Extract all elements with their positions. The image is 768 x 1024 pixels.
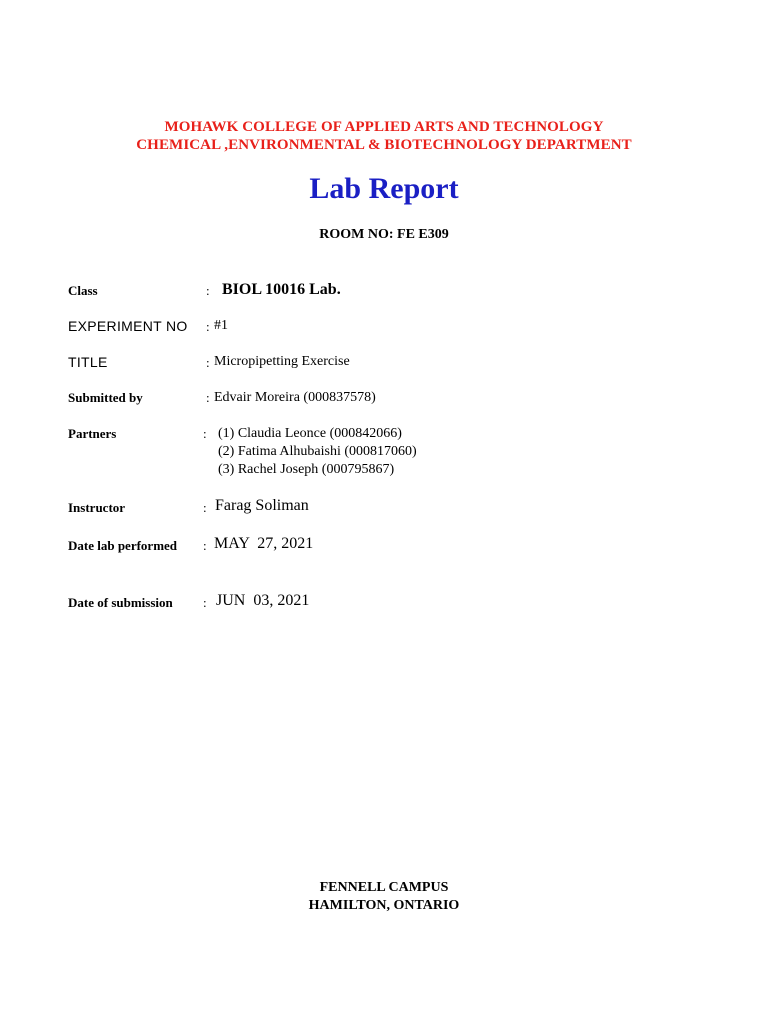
list-item: (3) Rachel Joseph (000795867) bbox=[218, 462, 395, 477]
instructor-colon: : bbox=[203, 500, 207, 515]
date-submission-value: JUN 03, 2021 bbox=[216, 592, 310, 609]
title-label: TITLE bbox=[68, 354, 108, 370]
partners-list bbox=[218, 425, 417, 479]
experiment-value: #1 bbox=[214, 318, 228, 333]
date-performed-colon: : bbox=[203, 538, 207, 553]
title-value: Micropipetting Exercise bbox=[214, 354, 350, 369]
room-number: ROOM NO: FE E309 bbox=[319, 227, 449, 242]
class-value: BIOL 10016 Lab. bbox=[222, 281, 341, 298]
experiment-colon: : bbox=[206, 319, 210, 334]
submitted-by-label: Submitted by bbox=[68, 390, 143, 405]
list-item: (2) Fatima Alhubaishi (000817060) bbox=[218, 444, 417, 459]
partners-colon: : bbox=[203, 426, 207, 441]
instructor-label: Instructor bbox=[68, 500, 126, 515]
list-item: (1) Claudia Leonce (000842066) bbox=[218, 426, 402, 441]
title-colon: : bbox=[206, 355, 210, 370]
submitted-by-value: Edvair Moreira (000837578) bbox=[214, 390, 376, 405]
date-performed-value: MAY 27, 2021 bbox=[214, 535, 314, 552]
page-title: Lab Report bbox=[309, 172, 459, 205]
class-label: Class bbox=[68, 283, 98, 298]
instructor-value: Farag Soliman bbox=[215, 497, 309, 514]
footer-city: HAMILTON, ONTARIO bbox=[308, 898, 460, 913]
date-submission-label: Date of submission bbox=[68, 595, 173, 610]
date-submission-colon: : bbox=[203, 595, 207, 610]
department-name: CHEMICAL ,ENVIRONMENTAL & BIOTECHNOLOGY DEPARTMENT bbox=[136, 137, 632, 153]
submitted-by-colon: : bbox=[206, 390, 210, 405]
footer-campus: FENNELL CAMPUS bbox=[319, 880, 449, 895]
college-name: MOHAWK COLLEGE OF APPLIED ARTS AND TECHNOLOGY bbox=[164, 119, 604, 135]
class-colon: : bbox=[206, 283, 210, 298]
partners-label: Partners bbox=[68, 426, 117, 441]
experiment-label: EXPERIMENT NO bbox=[68, 318, 188, 334]
date-performed-label: Date lab performed bbox=[68, 538, 178, 553]
